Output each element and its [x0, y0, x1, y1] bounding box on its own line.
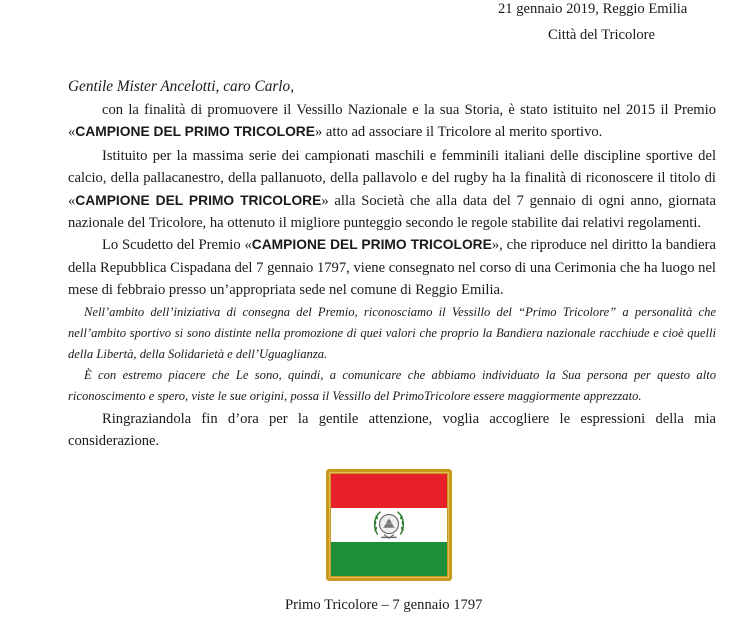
paragraph-3-award-name: CAMPIONE DEL PRIMO TRICOLORE	[251, 237, 492, 253]
paragraph-1	[68, 99, 716, 144]
flag-green-band	[331, 542, 447, 576]
paragraph-2-award-name: CAMPIONE DEL PRIMO TRICOLORE	[75, 192, 322, 208]
cispadane-emblem-icon	[370, 506, 408, 544]
paragraph-3	[68, 234, 716, 301]
paragraph-4: Nell’ambito dell’iniziativa di consegna del Premio, riconosciamo il Vessillo del “Primo Tricolore” a personalità che nell’ambito sportivo si sono distinte nella promozione di quei valori che proprio la Bandiera nazionale racchiude e cioè quelli della Libertà, della Solidarietà e dell’Uguaglianza.	[68, 304, 716, 361]
paragraph-5: È con estremo piacere che Le sono, quindi, a comunicare che abbiamo individuato la Sua persona per questo alto riconoscimento e spero, viste le sue origini, possa il Vessillo del PrimoTricolore essere maggiormente apprezzato.	[68, 367, 716, 403]
paragraph-1-text-a: con la finalità di promuovere il Vessillo Nazionale e la sua Storia, è stato istituito nel 2015 il Premio «	[68, 102, 716, 141]
paragraph-2-text-a: Istituito per la massima serie dei campionati maschili e femminili italiani delle discipline sportive del calcio, della pallacanestro, della pallanuoto, della pallavolo e del rugby ha la finalità di riconoscere il titolo di «	[68, 147, 716, 209]
paragraph-6: Ringraziandola fin d’ora per la gentile attenzione, voglia accogliere le espressioni della mia considerazione.	[68, 410, 716, 450]
letter-city-title: Città del Tricolore	[548, 27, 656, 43]
paragraph-3-text-b: », che riproduce nel diritto la bandiera della Repubblica Cispadana del 7 gennaio 1797, viene consegnato nel corso di una Cerimonia che ha luogo nel mese di febbraio presso un’appropriata sede nel comune di Reggio Emilia.	[68, 237, 716, 299]
paragraph-2	[68, 145, 716, 235]
paragraph-3-text-a: Lo Scudetto del Premio «	[102, 237, 252, 254]
letter-body	[68, 76, 716, 452]
paragraph-1-text-b: » atto ad associare il Tricolore al merito sportivo.	[314, 124, 603, 141]
flag-red-band	[331, 474, 447, 508]
paragraph-1-award-name: CAMPIONE DEL PRIMO TRICOLORE	[75, 124, 315, 140]
salutation: Gentile Mister Ancelotti, caro Carlo,	[68, 78, 295, 95]
flag-field	[331, 474, 447, 576]
letter-date-place: 21 gennaio 2019, Reggio Emilia	[498, 1, 688, 17]
flag-caption: Primo Tricolore – 7 gennaio 1797	[285, 597, 483, 613]
paragraph-2-text-b: » alla Società che alla data del 7 gennaio di ogni anno, giornata nazionale del Tricolore, ha ottenuto il migliore punteggio secondo le regole stabilite dai relativi regolamenti.	[68, 192, 717, 232]
primo-tricolore-flag	[326, 469, 452, 581]
